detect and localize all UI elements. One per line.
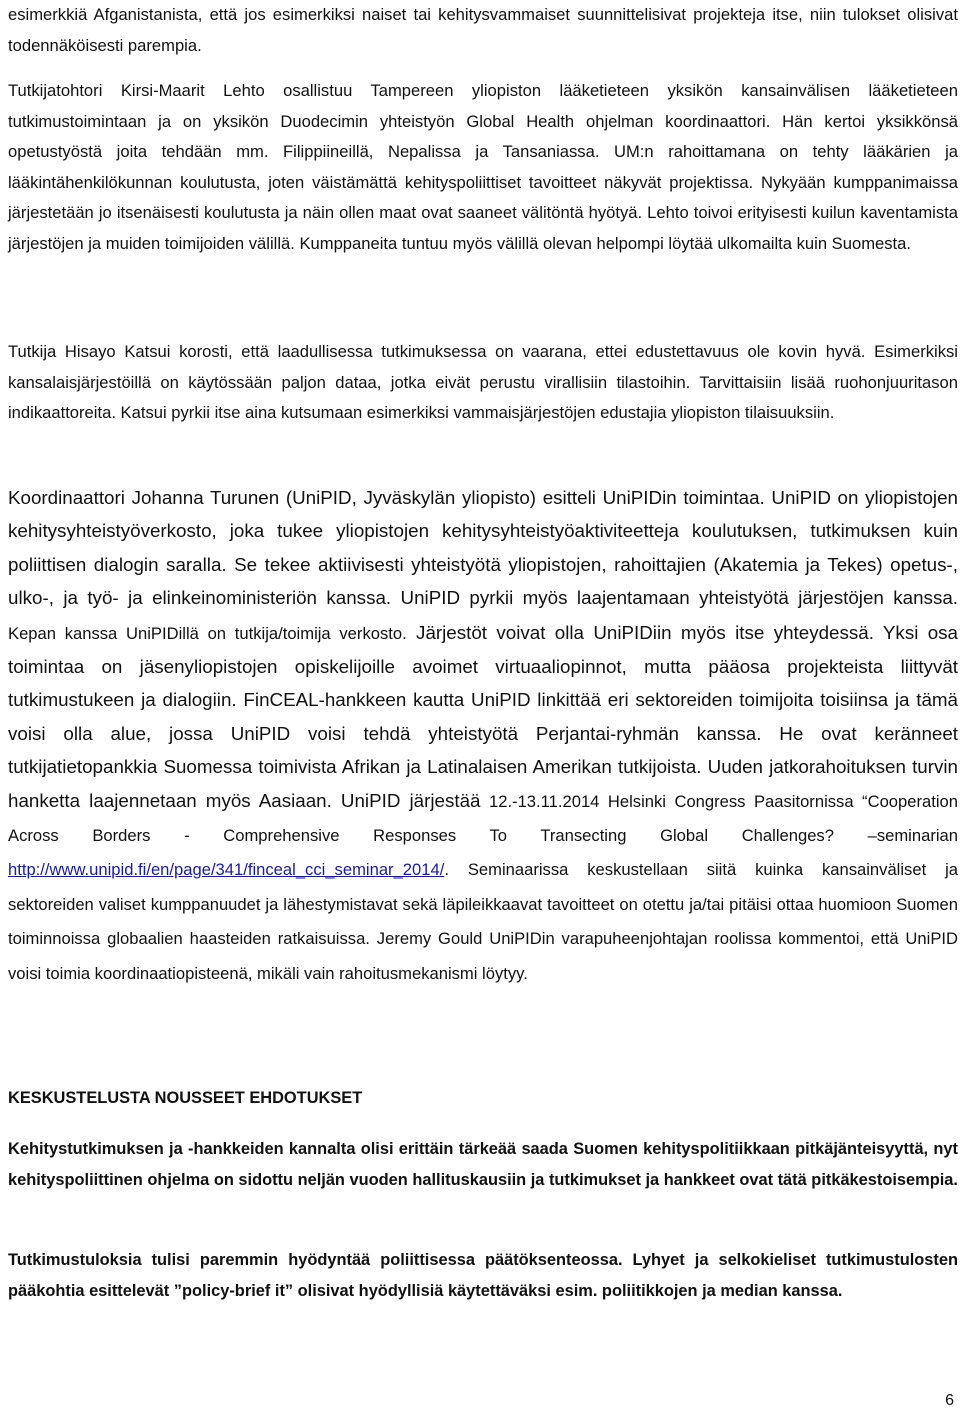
paragraph-unipid [8,481,958,990]
page-number: 6 [945,1392,954,1409]
seminar-link[interactable]: http://www.unipid.fi/en/page/341/finceal_cci_seminar_2014/ [8,860,445,880]
proposal-paragraph-1: Kehitystutkimuksen ja -hankkeiden kannalta olisi erittäin tärkeää saada Suomen kehityspolitiikkaan pitkäjänteisyyttä, nyt kehityspoliittinen ohjelma on sidottu neljän vuoden hallituskausiin ja tutkimukset ja hankkeet ovat tätä pitkäkestoisempia. [8,1140,958,1189]
paragraph-afganistan: esimerkkiä Afganistanista, että jos esimerkiksi naiset tai kehitysvammaiset suunnittelisivat projekteja itse, niin tulokset olisivat todennäköisesti parempia. [8,5,958,55]
unipid-text-seminar: 12.-13.11.2014 Helsinki Congress Paasitornissa “Cooperation Across Borders - Comprehensive Responses To Transecting Global Challenges? –seminarian [8,791,958,846]
unipid-text-c: Järjestöt voivat olla UniPIDiin myös itse yhteydessä. Yksi osa toimintaa on jäsenyliopistojen opiskelijoille avoimet virtuaaliopinnot, mutta pääosa projekteista liittyvät tutkimustukeen ja dialogiin. FinCEAL-hankkeen kautta UniPID linkittää eri sektoreiden toimijoita toisiinsa ja tämä voisi olla alue, jossa UniPID voisi tehdä yhteistyötä Perjantai-ryhmän kanssa. He ovat keränneet tutkijatietopankkia Suomessa toimivista Afrikan ja Latinalaisen Amerikan tutkijoista. Uuden jatkorahoituksen turvin hanketta laajennetaan myös Aasiaan. UniPID järjestää [8,621,958,811]
unipid-text-e: . Seminaarissa keskustellaan siitä kuinka kansainväliset ja sektoreiden valiset kumppanuudet ja lähestymistavat sekä läpileikkaavat tavoitteet on otettu ja/tai pitäisi ottaa huomioon Suomen toiminnoissa globaalien haasteiden ratkaisuissa. Jeremy Gould UniPIDin varapuheenjohtajan roolissa kommentoi, että UniPID voisi toimia koordinaatiopisteenä, mikäli vain rahoitusmekanismi löytyy. [8,860,958,983]
unipid-text-kepa: Kepan kanssa UniPIDillä on tutkija/toimija verkosto. [8,623,407,643]
paragraph-katsui: Tutkija Hisayo Katsui korosti, että laadullisessa tutkimuksessa on vaarana, ettei edustettavuus ole kovin hyvä. Esimerkiksi kansalaisjärjestöillä on käytössään paljon dataa, jotka eivät perustu virallisiin tilastoihin. Tarvittaisiin lisää ruohonjuuritason indikaattoreita. Katsui pyrkii itse aina kutsumaan esimerkiksi vammaisjärjestöjen edustajia yliopiston tilaisuuksiin. [8,342,958,422]
unipid-text-a: Koordinaattori Johanna Turunen (UniPID, Jyväskylän yliopisto) esitteli UniPIDin toimintaa. UniPID on yliopistojen kehitysyhteistyöverkosto, joka tukee yliopistojen kehitysyhteistyöaktiviteetteja koulutuksen, tutkimuksen kuin poliittisen dialogin saralla. Se tekee aktiivisesti yhteistyötä yliopistojen, rahoittajien (Akatemia ja Tekes) opetus-, ulko-, ja työ- ja elinkeinoministeriön kanssa. UniPID pyrkii myös laajentamaan yhteistyötä järjestöjen kanssa. [8,487,958,609]
paragraph-lehto: Tutkijatohtori Kirsi-Maarit Lehto osallistuu Tampereen yliopiston lääketieteen yksikön kansainvälisen lääketieteen tutkimustoimintaan ja on yksikön Duodecimin yhteistyön Global Health ohjelman koordinaattori. Hän kertoi yksikkönsä opetustyöstä joita tehdään mm. Filippiineillä, Nepalissa ja Tansaniassa. UM:n rahoittamana on tehty lääkärien ja lääkintähenkilökunnan koulutusta, joten väistämättä kehityspoliittiset tavoitteet näkyvät projektissa. Nykyään kumppanimaissa järjestetään jo itsenäisesti koulutusta ja näin ollen maat ovat saaneet välitöntä hyötyä. Lehto toivoi erityisesti kuilun kaventamista järjestöjen ja muiden toimijoiden välillä. Kumppaneita tuntuu myös välillä olevan helpompi löytää ulkomailta kuin Suomesta. [8,81,958,253]
proposal-paragraph-2: Tutkimustuloksia tulisi paremmin hyödyntää poliittisessa päätöksenteossa. Lyhyet ja selkokieliset tutkimustulosten pääkohtia esittelevät ”policy-brief it” olisivat hyödyllisiä käytettäväksi esim. poliitikkojen ja median kanssa. [8,1251,958,1300]
section-heading: KESKUSTELUSTA NOUSSEET EHDOTUKSET [8,1089,363,1107]
